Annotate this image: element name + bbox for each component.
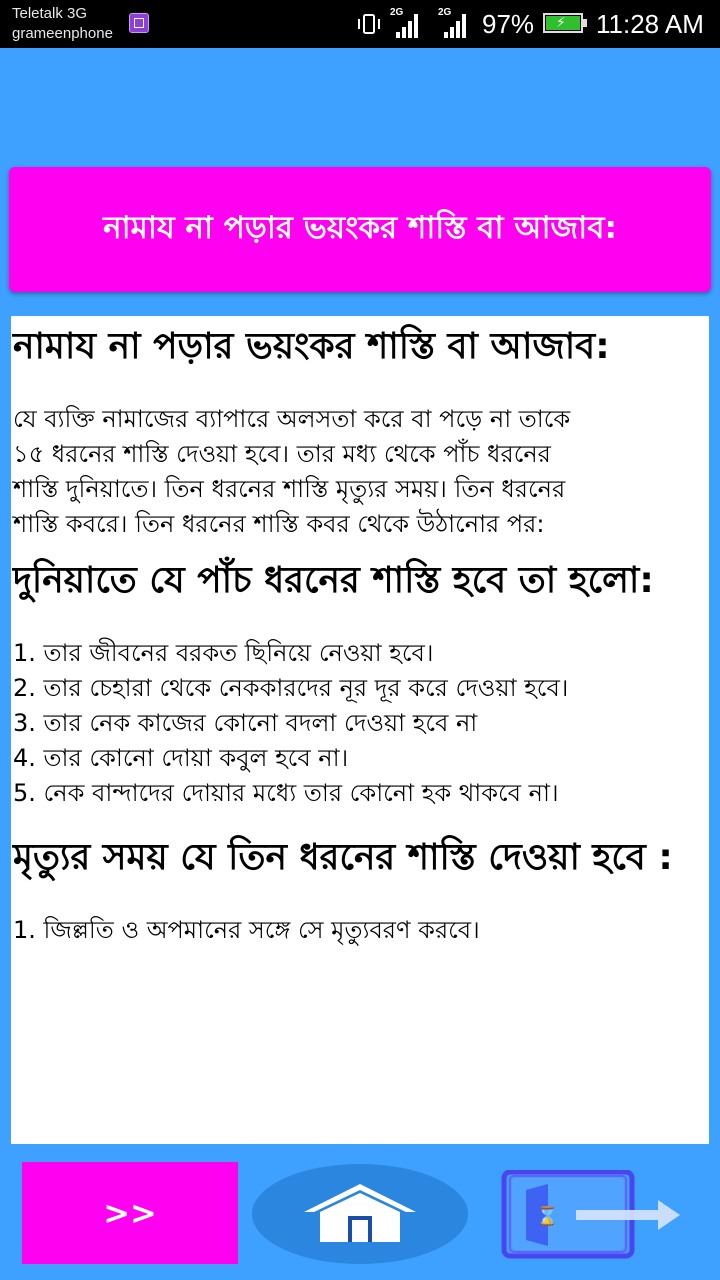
content-panel[interactable] [11, 316, 709, 1144]
bottom-bar [0, 1144, 720, 1280]
content-scroll[interactable] [11, 316, 709, 948]
list-item: 5. নেক বান্দাদের দোয়ার মধ্যে তার কোনো হক থাকবে না। [13, 779, 559, 807]
next-button[interactable] [22, 1162, 238, 1264]
signal-icon-2: 2G [438, 10, 472, 38]
exit-door-icon [498, 1170, 688, 1260]
page-title: নামায না পড়ার ভয়ংকর শাস্তি বা আজাব: [103, 209, 617, 246]
world-punishments-list [13, 636, 703, 811]
home-button[interactable] [252, 1164, 468, 1264]
signal-icon-1: 2G [390, 10, 424, 38]
header-banner [9, 167, 711, 292]
gallery-notification-icon [129, 13, 149, 33]
clock: 11:28 AM [596, 9, 704, 39]
carrier-info [12, 4, 113, 44]
death-punishments-list [13, 913, 703, 948]
intro-line: শাস্তি দুনিয়াতে। তিন ধরনের শাস্তি মৃত্যুর সময়। তিন ধরনের [13, 475, 566, 503]
list-item: 1. জিল্লতি ও অপমানের সঙ্গে সে মৃত্যুবরণ করবে। [13, 916, 480, 944]
svg-text:⌛: ⌛ [536, 1206, 559, 1227]
status-bar [0, 0, 720, 48]
vibrate-icon [356, 12, 382, 36]
list-item: 2. তার চেহারা থেকে নেককারদের নূর দূর করে দেওয়া হবে। [13, 674, 569, 702]
battery-icon: ⚡ [543, 13, 583, 33]
intro-paragraph [13, 402, 703, 542]
carrier-1: Teletalk 3G [12, 5, 88, 22]
intro-line: শাস্তি কবরে। তিন ধরনের শাস্তি কবর থেকে উঠানোর পর: [13, 510, 545, 538]
list-item: 3. তার নেক কাজের কোনো বদলা দেওয়া হবে না [13, 709, 478, 737]
home-icon [300, 1182, 420, 1246]
list-item: 4. তার কোনো দোয়া কবুল হবে না। [13, 744, 349, 772]
next-label: >> [103, 1194, 157, 1232]
content-heading-2: দুনিয়াতে যে পাঁচ ধরনের শাস্তি হবে তা হলো: [13, 560, 654, 601]
carrier-2: grameenphone [12, 25, 113, 42]
intro-line: যে ব্যক্তি নামাজের ব্যাপারে অলসতা করে বা পড়ে না তাকে [13, 405, 571, 433]
list-item: 1. তার জীবনের বরকত ছিনিয়ে নেওয়া হবে। [13, 639, 434, 667]
content-heading-1: নামায না পড়ার ভয়ংকর শাস্তি বা আজাব: [13, 326, 610, 367]
exit-button[interactable] [498, 1170, 688, 1260]
content-heading-3: মৃত্যুর সময় যে তিন ধরনের শাস্তি দেওয়া হবে : [13, 837, 673, 878]
battery-percent: 97% [482, 9, 535, 39]
intro-line: ১৫ ধরনের শাস্তি দেওয়া হবে। তার মধ্য থেকে পাঁচ ধরনের [13, 440, 551, 468]
